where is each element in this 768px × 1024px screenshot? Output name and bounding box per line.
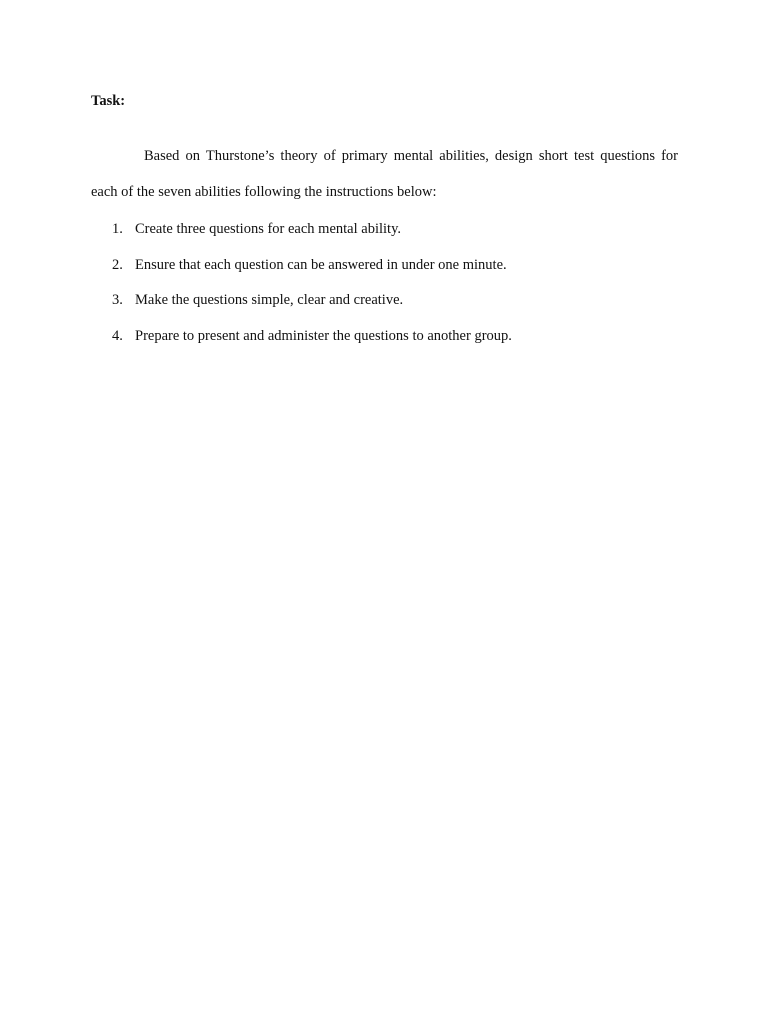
- list-item-number: 2.: [112, 256, 123, 273]
- list-item: [91, 326, 691, 362]
- list-item-text: Make the questions simple, clear and creative.: [135, 292, 404, 308]
- list-item-text: Create three questions for each mental ability.: [135, 221, 401, 237]
- task-heading: Task:: [91, 93, 126, 109]
- list-item-number: 4.: [112, 327, 123, 344]
- list-item: [91, 255, 691, 291]
- instruction-list: [91, 219, 691, 361]
- list-item-number: 3.: [112, 292, 123, 308]
- task-description: Based on Thurstone’s theory of primary mental abilities, design short test questions for each of the seven abilities following the instructions below:: [91, 148, 678, 200]
- list-item-text: Prepare to present and administer the questions to another group.: [135, 327, 512, 344]
- list-item-number: 1.: [112, 221, 123, 237]
- list-item-text: Ensure that each question can be answered in under one minute.: [135, 256, 507, 273]
- list-item: [91, 290, 691, 326]
- list-item: [91, 219, 691, 255]
